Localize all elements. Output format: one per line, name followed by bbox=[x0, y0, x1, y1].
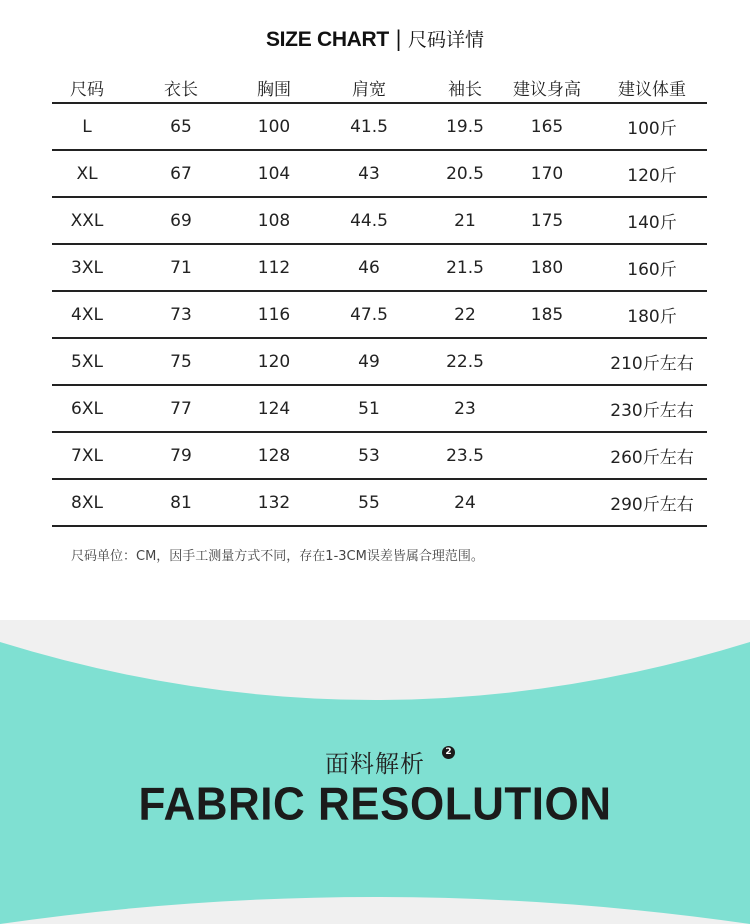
table-cell: 128 bbox=[257, 445, 291, 466]
table-cell: 24 bbox=[454, 492, 476, 513]
table-cell: 210斤左右 bbox=[610, 354, 694, 374]
table-cell: 53 bbox=[358, 445, 380, 466]
table-row bbox=[52, 245, 707, 292]
column-header: 肩宽 bbox=[352, 79, 386, 100]
table-row bbox=[52, 480, 707, 527]
table-cell-size: 3XL bbox=[71, 257, 103, 278]
table-row bbox=[52, 339, 707, 386]
table-cell: 22 bbox=[454, 304, 476, 325]
table-cell: 20.5 bbox=[446, 163, 484, 184]
table-cell: 43 bbox=[358, 163, 380, 184]
table-cell: 22.5 bbox=[446, 351, 484, 372]
table-cell: 23 bbox=[454, 398, 476, 419]
table-header-row bbox=[52, 72, 707, 104]
table-cell-size: 5XL bbox=[71, 351, 103, 372]
table-cell: 180斤 bbox=[627, 307, 677, 327]
table-cell: 230斤左右 bbox=[610, 401, 694, 421]
table-cell: 160斤 bbox=[627, 260, 677, 280]
section-number-badge: 2 bbox=[442, 746, 455, 759]
table-cell: 46 bbox=[358, 257, 380, 278]
table-cell: 67 bbox=[170, 163, 192, 184]
column-header: 建议体重 bbox=[618, 79, 686, 100]
table-row bbox=[52, 104, 707, 151]
table-row bbox=[52, 386, 707, 433]
section-title-english: FABRIC RESOLUTION bbox=[138, 778, 612, 831]
table-cell: 112 bbox=[257, 257, 291, 278]
table-cell: 170 bbox=[530, 163, 564, 184]
table-cell: 108 bbox=[257, 210, 291, 231]
table-row bbox=[52, 198, 707, 245]
title-chinese: 尺码详情 bbox=[408, 29, 485, 51]
table-cell: 19.5 bbox=[446, 116, 484, 137]
table-cell-size: 7XL bbox=[71, 445, 103, 466]
table-cell: 116 bbox=[257, 304, 291, 325]
table-cell: 21 bbox=[454, 210, 476, 231]
table-cell: 290斤左右 bbox=[610, 495, 694, 515]
table-cell: 55 bbox=[358, 492, 380, 513]
table-cell: 100斤 bbox=[627, 119, 677, 139]
table-cell: 77 bbox=[170, 398, 192, 419]
table-cell: 124 bbox=[257, 398, 291, 419]
size-table bbox=[52, 72, 707, 527]
table-cell: 49 bbox=[358, 351, 380, 372]
table-cell-size: 4XL bbox=[71, 304, 103, 325]
table-cell: 21.5 bbox=[446, 257, 484, 278]
table-cell: 71 bbox=[170, 257, 192, 278]
table-cell: 165 bbox=[530, 116, 564, 137]
table-cell: 79 bbox=[170, 445, 192, 466]
table-cell: 44.5 bbox=[350, 210, 388, 231]
table-cell bbox=[502, 480, 592, 525]
table-cell: 75 bbox=[170, 351, 192, 372]
table-cell: 69 bbox=[170, 210, 192, 231]
measurement-note: 尺码单位：CM，因手工测量方式不同，存在1-3CM误差皆属合理范围。 bbox=[71, 549, 484, 564]
table-cell: 41.5 bbox=[350, 116, 388, 137]
table-cell-size: XXL bbox=[70, 210, 104, 231]
title-english: SIZE CHART bbox=[265, 28, 389, 51]
table-cell: 47.5 bbox=[350, 304, 388, 325]
table-cell: 175 bbox=[530, 210, 564, 231]
table-cell: 73 bbox=[170, 304, 192, 325]
table-cell: 51 bbox=[358, 398, 380, 419]
title-separator: | bbox=[394, 27, 403, 51]
table-cell-size: 6XL bbox=[71, 398, 103, 419]
table-cell: 185 bbox=[530, 304, 564, 325]
section-title-chinese: 面料解析 bbox=[325, 750, 425, 778]
table-cell: 180 bbox=[530, 257, 564, 278]
page-title bbox=[0, 24, 750, 55]
table-cell: 140斤 bbox=[627, 213, 677, 233]
table-cell: 65 bbox=[170, 116, 192, 137]
column-header: 胸围 bbox=[257, 79, 291, 100]
table-cell: 23.5 bbox=[446, 445, 484, 466]
table-cell-size: L bbox=[82, 116, 92, 137]
table-cell: 120斤 bbox=[627, 166, 677, 186]
table-cell bbox=[502, 339, 592, 384]
table-cell: 104 bbox=[257, 163, 291, 184]
column-header: 尺码 bbox=[70, 79, 104, 100]
table-row bbox=[52, 433, 707, 480]
table-row bbox=[52, 292, 707, 339]
column-header: 建议身高 bbox=[513, 79, 581, 100]
table-cell-size: XL bbox=[76, 163, 98, 184]
table-cell: 81 bbox=[170, 492, 192, 513]
table-cell: 100 bbox=[257, 116, 291, 137]
table-cell: 120 bbox=[257, 351, 291, 372]
table-cell bbox=[502, 386, 592, 431]
table-cell: 260斤左右 bbox=[610, 448, 694, 468]
table-cell bbox=[502, 433, 592, 478]
column-header: 衣长 bbox=[164, 79, 198, 100]
table-cell-size: 8XL bbox=[71, 492, 103, 513]
table-cell: 132 bbox=[257, 492, 291, 513]
table-row bbox=[52, 151, 707, 198]
column-header: 袖长 bbox=[448, 79, 482, 100]
